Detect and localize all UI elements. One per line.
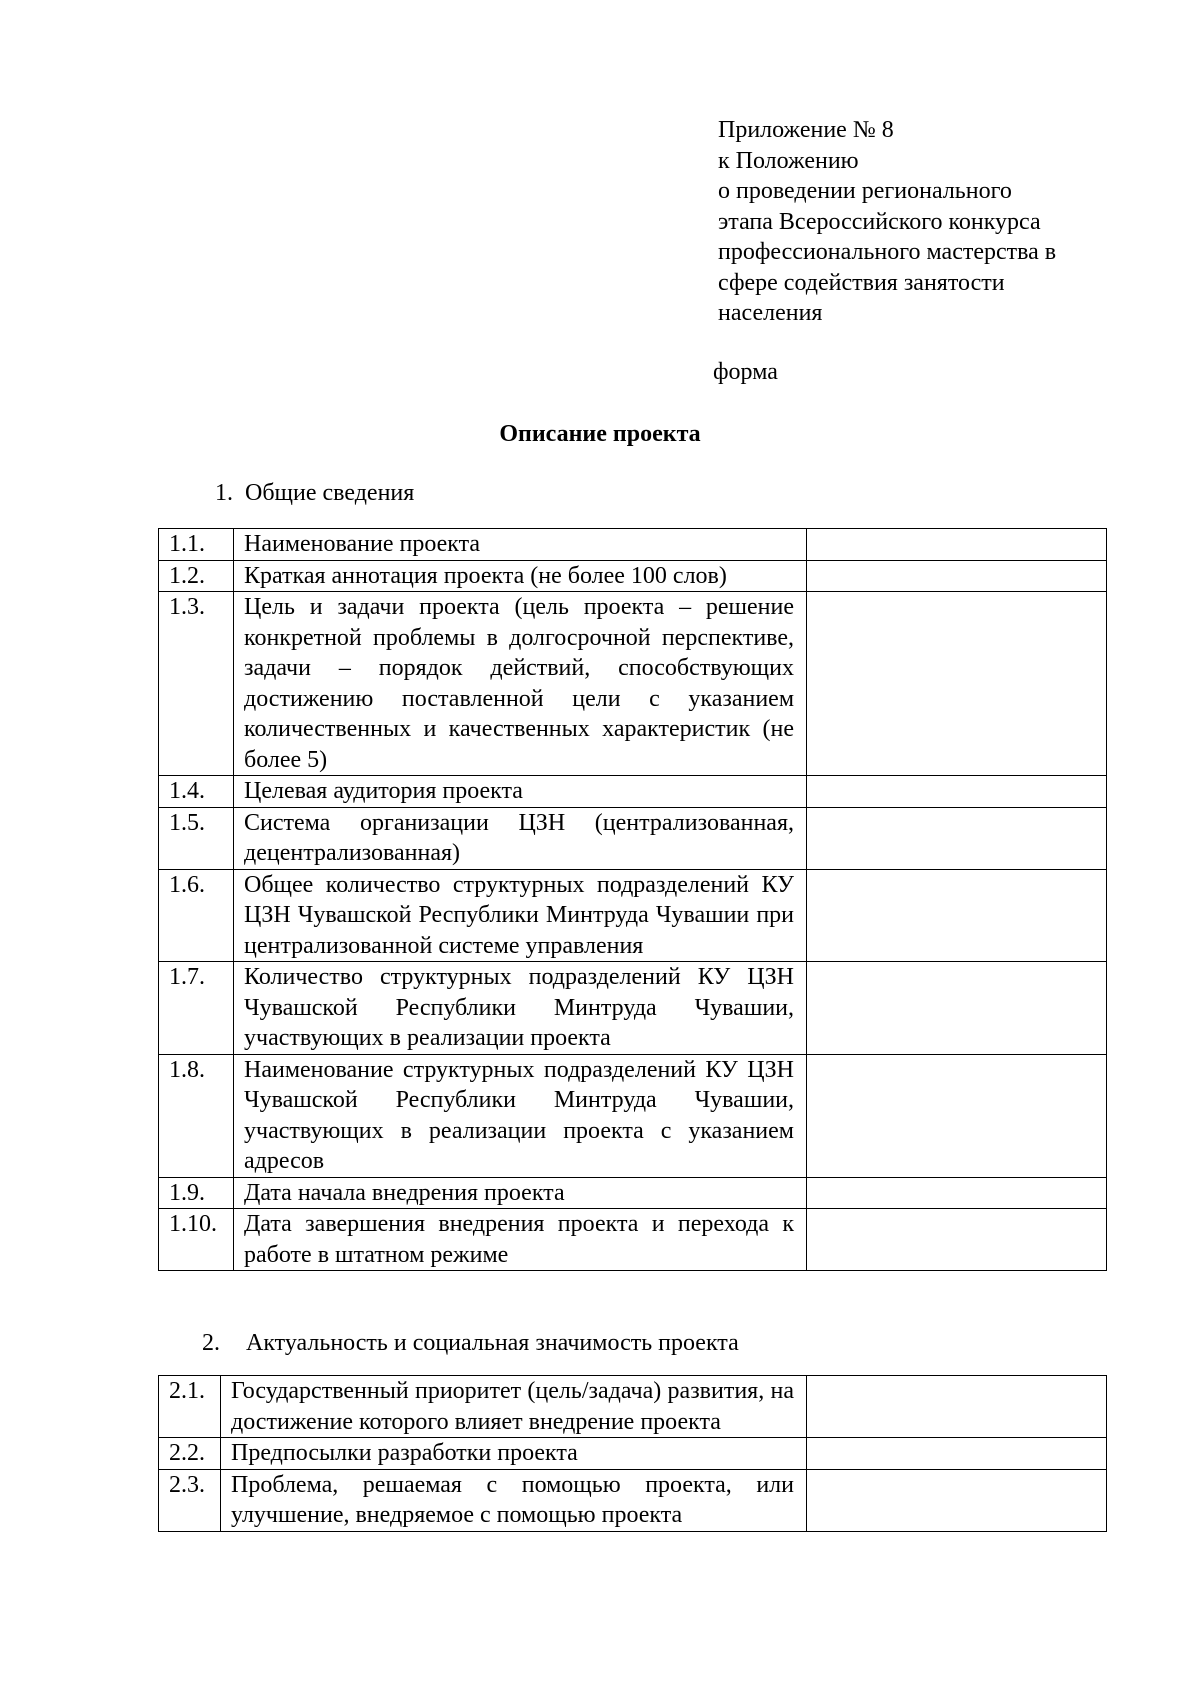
row-number: 1.9. <box>159 1177 234 1209</box>
appendix-line: о проведении регионального <box>718 178 1012 204</box>
row-value-cell[interactable] <box>807 776 1107 808</box>
section-title: Актуальность и социальная значимость проекта <box>246 1330 739 1356</box>
row-label: Дата завершения внедрения проекта и перехода к работе в штатном режиме <box>234 1209 807 1271</box>
row-label: Наименование проекта <box>234 529 807 561</box>
table-row <box>159 869 1107 962</box>
section-number: 2. <box>202 1330 220 1356</box>
row-value-cell[interactable] <box>807 1469 1107 1531</box>
row-value-cell[interactable] <box>807 869 1107 962</box>
row-number: 2.2. <box>159 1438 221 1470</box>
table-row <box>159 592 1107 776</box>
table-row <box>159 1054 1107 1177</box>
row-number: 1.5. <box>159 807 234 869</box>
row-number: 1.8. <box>159 1054 234 1177</box>
table-row <box>159 776 1107 808</box>
row-label: Количество структурных подразделений КУ ЦЗН Чувашской Республики Минтруда Чувашии, участвующих в реализации проекта <box>234 962 807 1055</box>
section-number: 1. <box>215 480 233 506</box>
appendix-line: к Положению <box>718 147 859 174</box>
appendix-line: этапа Всероссийского конкурса <box>718 208 1041 235</box>
section-heading-relevance <box>202 1328 739 1359</box>
appendix-line: профессионального мастерства в <box>718 239 1057 265</box>
row-value-cell[interactable] <box>807 592 1107 776</box>
relevance-table <box>158 1375 1107 1532</box>
table-row <box>159 560 1107 592</box>
row-number: 2.3. <box>159 1469 221 1531</box>
section-title: Общие сведения <box>245 480 415 506</box>
table-row <box>159 1469 1107 1531</box>
table-row <box>159 1376 1107 1438</box>
appendix-line: сфере содействия занятости <box>718 269 1005 296</box>
document-title: Описание проекта <box>499 421 701 447</box>
row-label: Краткая аннотация проекта (не более 100 слов) <box>234 560 807 592</box>
row-number: 1.10. <box>159 1209 234 1271</box>
table-row <box>159 962 1107 1055</box>
form-label: форма <box>713 359 778 385</box>
general-info-table <box>158 528 1107 1271</box>
row-number: 1.6. <box>159 869 234 962</box>
row-label: Система организации ЦЗН (централизованная, децентрализованная) <box>234 807 807 869</box>
row-label: Наименование структурных подразделений КУ ЦЗН Чувашской Республики Минтруда Чувашии, участвующих в реализации проекта с указанием адресов <box>234 1054 807 1177</box>
table-row <box>159 1209 1107 1271</box>
appendix-header <box>718 115 1118 329</box>
appendix-line: населения <box>718 300 823 326</box>
table-row <box>159 807 1107 869</box>
table-row <box>159 529 1107 561</box>
table-row <box>159 1177 1107 1209</box>
row-number: 1.1. <box>159 529 234 561</box>
section-heading-general <box>215 478 414 509</box>
row-value-cell[interactable] <box>807 560 1107 592</box>
row-label: Цель и задачи проекта (цель проекта – решение конкретной проблемы в долгосрочной перспективе, задачи – порядок действий, способствующих достижению поставленной цели с указанием количественных и качественных характеристик (не более 5) <box>234 592 807 776</box>
row-value-cell[interactable] <box>807 1209 1107 1271</box>
row-label: Государственный приоритет (цель/задача) развития, на достижение которого влияет внедрение проекта <box>221 1376 807 1438</box>
row-value-cell[interactable] <box>807 1376 1107 1438</box>
row-label: Предпосылки разработки проекта <box>221 1438 807 1470</box>
row-number: 2.1. <box>159 1376 221 1438</box>
row-label: Проблема, решаемая с помощью проекта, или улучшение, внедряемое с помощью проекта <box>221 1469 807 1531</box>
row-value-cell[interactable] <box>807 962 1107 1055</box>
row-value-cell[interactable] <box>807 529 1107 561</box>
row-label: Общее количество структурных подразделений КУ ЦЗН Чувашской Республики Минтруда Чувашии при централизованной системе управления <box>234 869 807 962</box>
row-number: 1.2. <box>159 560 234 592</box>
row-value-cell[interactable] <box>807 1177 1107 1209</box>
row-label: Целевая аудитория проекта <box>234 776 807 808</box>
row-number: 1.7. <box>159 962 234 1055</box>
table-row <box>159 1438 1107 1470</box>
row-value-cell[interactable] <box>807 807 1107 869</box>
row-number: 1.4. <box>159 776 234 808</box>
row-value-cell[interactable] <box>807 1438 1107 1470</box>
appendix-line: Приложение № 8 <box>718 117 894 143</box>
row-value-cell[interactable] <box>807 1054 1107 1177</box>
row-label: Дата начала внедрения проекта <box>234 1177 807 1209</box>
row-number: 1.3. <box>159 592 234 776</box>
